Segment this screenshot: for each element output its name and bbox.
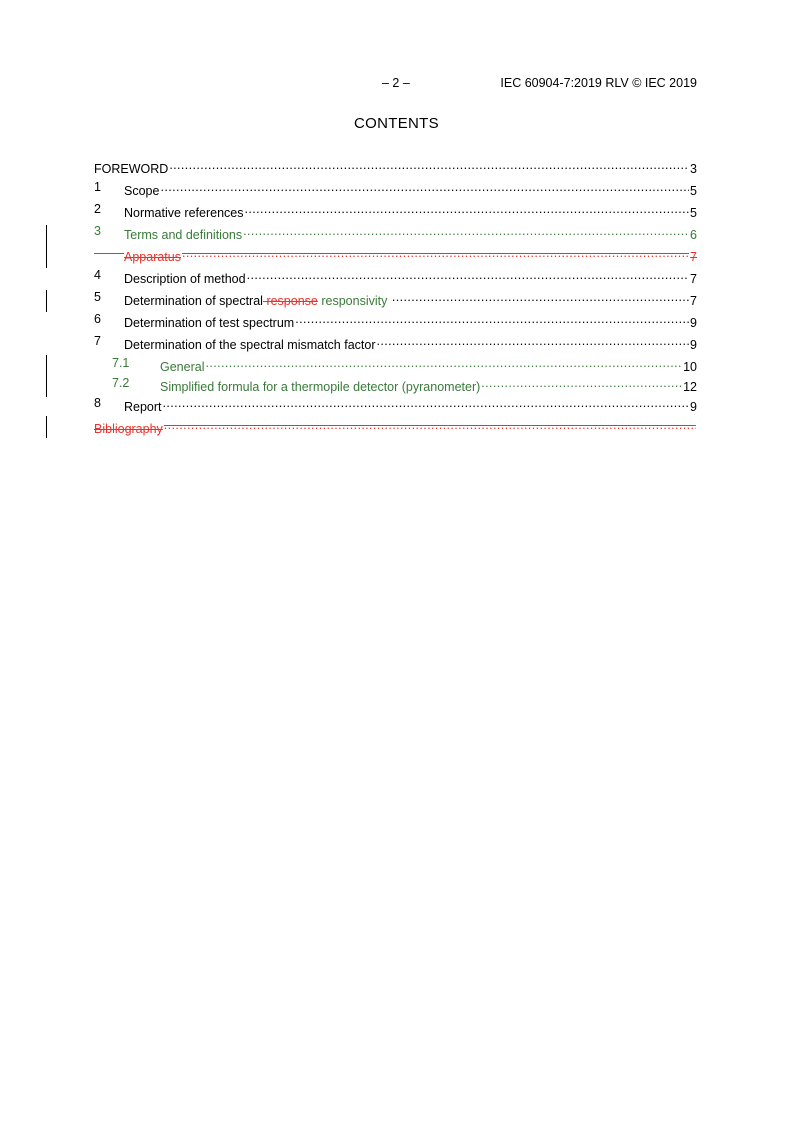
toc-entry-label: Report bbox=[124, 400, 162, 414]
added-text: responsivity bbox=[321, 294, 388, 308]
toc-entry-page: 7 bbox=[690, 250, 697, 264]
toc-entry-label: Determination of the spectral mismatch factor bbox=[124, 338, 376, 352]
toc-entry-number: 7 bbox=[94, 334, 101, 348]
deleted-text: response bbox=[266, 294, 318, 308]
dot-leader bbox=[392, 289, 689, 305]
toc-entry-page: 3 bbox=[690, 162, 697, 176]
toc-entry-apparatus-deleted[interactable] bbox=[0, 245, 793, 264]
toc-entry-label: Bibliography bbox=[94, 422, 163, 436]
page-header bbox=[0, 76, 793, 92]
change-bar bbox=[46, 416, 47, 438]
toc-entry-page: 5 bbox=[690, 184, 697, 198]
toc-entry-label: Determination of spectral response responsivity bbox=[124, 294, 388, 308]
page-title: CONTENTS bbox=[354, 115, 439, 132]
toc-entry-page: 6 bbox=[690, 228, 697, 242]
toc-entry-number: 2 bbox=[94, 202, 101, 216]
toc-entry-page: 5 bbox=[690, 206, 697, 220]
toc-entry-label: Description of method bbox=[124, 272, 246, 286]
toc-entry-spectral-mismatch-factor[interactable] bbox=[0, 333, 793, 352]
toc-entry-page: 7 bbox=[690, 272, 697, 286]
dot-leader bbox=[243, 223, 689, 239]
toc-entry-number: 3 bbox=[94, 224, 101, 238]
toc-entry-label: Terms and definitions bbox=[124, 228, 243, 242]
toc-entry-page: 10 bbox=[683, 360, 697, 374]
toc-entry-general[interactable] bbox=[0, 355, 793, 374]
toc-entry-number: 1 bbox=[94, 180, 101, 194]
dot-leader bbox=[163, 395, 690, 411]
change-bar bbox=[46, 225, 47, 268]
toc-entry-label: Apparatus bbox=[124, 250, 181, 264]
toc-entry-test-spectrum[interactable] bbox=[0, 311, 793, 330]
toc-entry-page: 9 bbox=[690, 316, 697, 330]
toc-entry-label: Normative references bbox=[124, 206, 244, 220]
toc-entry-label: Simplified formula for a thermopile detector (pyranometer) bbox=[160, 380, 481, 394]
dot-leader bbox=[247, 267, 689, 283]
change-bar bbox=[46, 290, 47, 312]
toc-entry-number: 8 bbox=[94, 396, 101, 410]
deleted-number-strike bbox=[94, 253, 124, 254]
dot-leader bbox=[245, 201, 690, 217]
toc-entry-report[interactable] bbox=[0, 395, 793, 414]
dot-leader bbox=[164, 417, 696, 433]
toc-entry-label: FOREWORD bbox=[94, 162, 169, 176]
toc-entry-label: Determination of test spectrum bbox=[124, 316, 295, 330]
dot-leader bbox=[205, 355, 682, 371]
change-bar bbox=[46, 355, 47, 397]
toc-entry-foreword[interactable] bbox=[0, 157, 793, 176]
toc-entry-number: 7.1 bbox=[112, 356, 130, 370]
toc-entry-number: 4 bbox=[94, 268, 101, 282]
toc-entry-bibliography-deleted[interactable] bbox=[0, 417, 793, 436]
page-number: – 2 – bbox=[382, 76, 410, 90]
toc-entry-description-of-method[interactable] bbox=[0, 267, 793, 286]
toc-entry-number: 5 bbox=[94, 290, 101, 304]
dot-leader bbox=[160, 179, 689, 195]
dot-leader bbox=[182, 245, 689, 261]
dot-leader bbox=[377, 333, 690, 349]
dot-leader bbox=[295, 311, 689, 327]
toc-entry-spectral-responsivity[interactable] bbox=[0, 289, 793, 308]
document-id: IEC 60904-7:2019 RLV © IEC 2019 bbox=[500, 76, 697, 90]
toc-entry-number: 6 bbox=[94, 312, 101, 326]
toc-entry-page: 7 bbox=[690, 294, 697, 308]
toc-entry-normative-references[interactable] bbox=[0, 201, 793, 220]
toc-entry-page: 9 bbox=[690, 338, 697, 352]
toc-entry-scope[interactable] bbox=[0, 179, 793, 198]
toc-entry-number: 7.2 bbox=[112, 376, 130, 390]
toc-entry-page: 12 bbox=[683, 380, 697, 394]
toc-entry-simplified-formula[interactable] bbox=[0, 375, 793, 394]
toc-entry-terms-and-definitions[interactable] bbox=[0, 223, 793, 242]
toc-entry-label: Scope bbox=[124, 184, 160, 198]
dot-leader bbox=[169, 157, 689, 173]
toc-entry-page: 9 bbox=[690, 400, 697, 414]
dot-leader bbox=[481, 375, 682, 391]
toc-entry-label: General bbox=[160, 360, 205, 374]
